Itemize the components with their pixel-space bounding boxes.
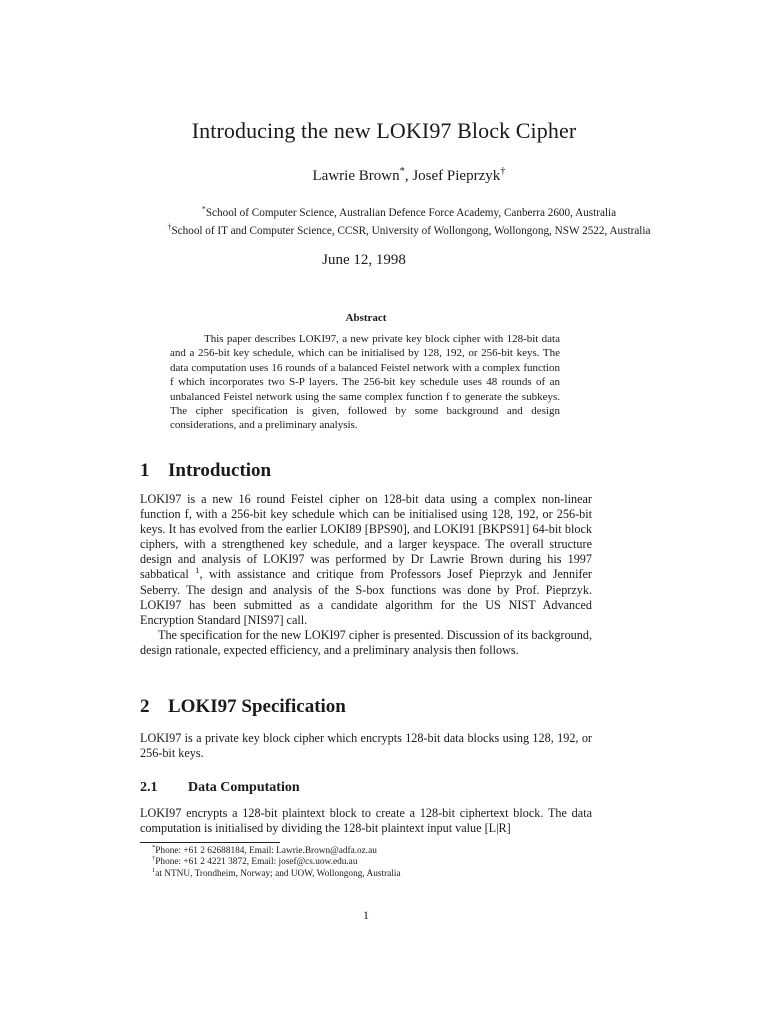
footnote xyxy=(140,866,600,880)
affiliation xyxy=(0,204,768,219)
subsection-number: 2.1 xyxy=(140,780,158,795)
author-line xyxy=(0,168,768,185)
author-mark: * xyxy=(399,166,405,177)
affiliation-mark: * xyxy=(201,204,206,214)
author-name: Josef Pieprzyk xyxy=(412,168,501,184)
footnote xyxy=(140,857,600,868)
subsection-body xyxy=(140,806,592,836)
section-heading xyxy=(140,696,346,718)
author-separator: , xyxy=(404,168,413,184)
abstract-heading: Abstract xyxy=(345,312,387,324)
section-number: 2 xyxy=(140,696,150,717)
footnote-mark: 1 xyxy=(152,866,156,874)
footnote-text: at NTNU, Trondheim, Norway; and UOW, Wollongong, Australia xyxy=(155,868,401,879)
author-mark: † xyxy=(500,166,506,177)
section-heading xyxy=(140,460,271,482)
paragraph: LOKI97 encrypts a 128-bit plaintext block to create a 128-bit ciphertext block. The data computation is initialised by dividing the 128-bit plaintext input value [L|R] xyxy=(140,806,592,836)
subsection-title: Data Computation xyxy=(188,780,300,795)
abstract-text: This paper describes LOKI97, a new private key block cipher with 128-bit data and a 256-bit key schedule, which can be initialised by 128, 192, or 256-bit keys. The data computation uses 16 rounds of a balanced Feistel network with a complex function f which incorporates two S-P layers. The 256-bit key schedule uses 48 rounds of an unbalanced Feistel network using the same complex function f to generate the subkeys. The cipher specification is given, followed by some background and design considerations, and a preliminary analysis. xyxy=(170,333,560,432)
paragraph-text: LOKI97 is a new 16 round Feistel cipher on 128-bit data using a complex non-linear function f, with a 256-bit key schedule which can be initialised using 128, 192, or 256-bit keys. It has evolved from the earlier LOKI89 [BPS90], and LOKI91 [BKPS91] 64-bit block ciphers, with a strengthened key schedule, and a larger keyspace. The overall structure design and analysis of LOKI97 was performed by Dr Lawrie Brown during his 1997 sabbatical xyxy=(140,492,592,582)
affiliation-text: School of IT and Computer Science, CCSR, University of Wollongong, Wollongong, NSW 2522, Australia xyxy=(171,225,651,237)
section-title: Introduction xyxy=(168,460,272,481)
paragraph: The specification for the new LOKI97 cipher is presented. Discussion of its background, design rationale, expected efficiency, and a preliminary analysis then follows. xyxy=(140,627,592,657)
author-name: Lawrie Brown xyxy=(312,168,400,184)
paper-title: Introducing the new LOKI97 Block Cipher xyxy=(191,118,577,143)
footnotes xyxy=(140,843,600,880)
footnote-rule xyxy=(140,842,280,843)
footnote-mark: † xyxy=(152,855,156,863)
subsection-heading xyxy=(140,780,300,796)
section-title: LOKI97 Specification xyxy=(168,696,346,717)
footnote-mark: * xyxy=(152,843,156,851)
footnote-ref: 1 xyxy=(195,565,200,576)
paragraph xyxy=(140,492,592,628)
affiliation-mark: † xyxy=(167,222,172,232)
page-number: 1 xyxy=(363,908,369,922)
section-body xyxy=(140,492,592,658)
paragraph-text: , with assistance and critique from Professors Josef Pieprzyk and Jennifer Seberry. The design and analysis of the S-box functions was done by Prof. Pieprzyk. LOKI97 has been submitted as a candidate algorithm for the US NIST Advanced Encryption Standard [NIS97] call. xyxy=(140,567,592,627)
paragraph: LOKI97 is a private key block cipher which encrypts 128-bit data blocks using 128, 192, or 256-bit keys. xyxy=(140,731,592,761)
affiliation-text: School of Computer Science, Australian Defence Force Academy, Canberra 2600, Australia xyxy=(205,207,617,219)
footnote xyxy=(140,843,600,857)
footnote-text: Phone: +61 2 4221 3872, Email: josef@cs.uow.edu.au xyxy=(155,857,358,868)
section-number: 1 xyxy=(140,460,150,481)
footnote-text: Phone: +61 2 62688184, Email: Lawrie.Brown@adfa.oz.au xyxy=(155,846,377,856)
affiliation xyxy=(0,222,768,237)
paper-date: June 12, 1998 xyxy=(322,252,406,268)
section-body xyxy=(140,731,592,761)
